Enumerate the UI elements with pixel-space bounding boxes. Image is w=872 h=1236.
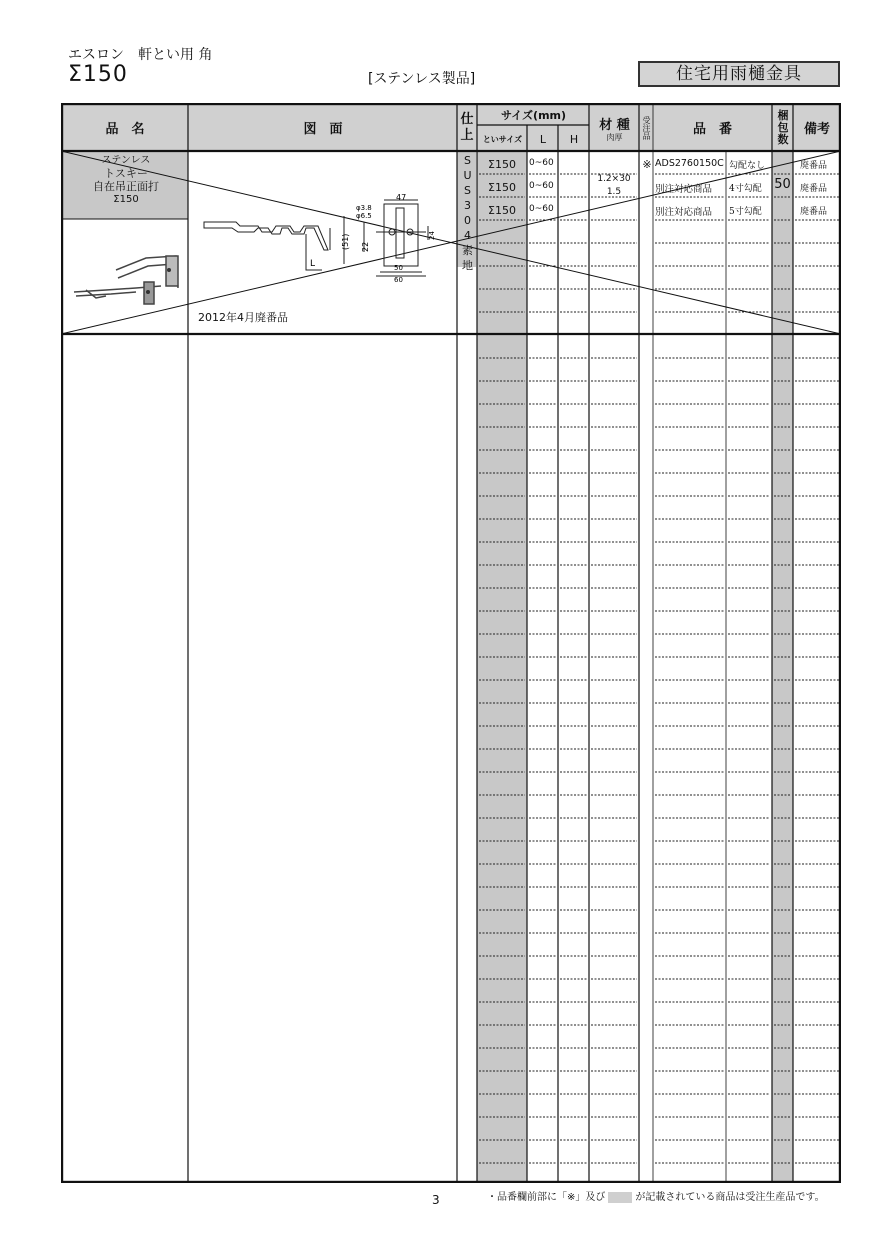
product-photo <box>66 240 186 320</box>
finish-char: U <box>463 169 472 182</box>
material-sub-header: 肉厚 <box>606 132 623 142</box>
col-header-made-to-order: 受注品 <box>642 116 651 140</box>
row-pitch: 5寸勾配 <box>729 207 762 217</box>
row-part-number: 別注対応商品 <box>655 184 713 195</box>
shaded-pack-column <box>772 151 793 1183</box>
finish-header-text: 仕上 <box>460 111 474 143</box>
material-dimension: 1.2×30 <box>597 174 631 184</box>
col-header-l: L <box>539 132 547 146</box>
dim-phi-3-8: φ3.8 <box>356 204 372 212</box>
row-gutter-size: Σ150 <box>488 204 516 217</box>
dim-l: L <box>310 259 316 269</box>
material-cell <box>590 173 638 199</box>
product-name-line2: トスキー <box>104 167 148 180</box>
col-header-h: H <box>569 132 579 146</box>
footer-note-before: ・品番欄前部に「※」及び <box>487 1192 606 1203</box>
product-name-cell <box>64 154 188 206</box>
row-part-number: ADS2760150C <box>655 158 724 169</box>
footer-note-after: が記載されている商品は受注生産品です。 <box>635 1192 825 1203</box>
col-header-part-number: 品 番 <box>692 122 732 137</box>
gray-swatch <box>608 1192 632 1203</box>
dim-50: 50 <box>394 264 403 272</box>
finish-sus304 <box>458 153 477 273</box>
row-remarks: 廃番品 <box>800 207 828 217</box>
row-pitch: 4寸勾配 <box>729 184 762 194</box>
dim-24: 24 <box>428 231 436 240</box>
row-gutter-size: Σ150 <box>488 181 516 194</box>
row-gutter-size: Σ150 <box>488 158 516 171</box>
row-remarks: 廃番品 <box>800 161 828 171</box>
row-length: 0~60 <box>529 158 554 168</box>
row-pitch: 勾配なし <box>729 161 766 171</box>
col-header-remarks: 備考 <box>803 122 830 137</box>
finish-char: 素 <box>462 244 473 257</box>
col-header-drawing: 図 面 <box>303 122 343 137</box>
dim-22: 22 <box>361 241 370 252</box>
finish-char: S <box>464 154 471 167</box>
dim-51: (51) <box>341 233 350 250</box>
section-badge: 住宅用雨樋金具 <box>638 61 840 87</box>
col-header-finish <box>458 104 476 151</box>
page-number: 3 <box>432 1193 440 1207</box>
material-thickness: 1.5 <box>606 187 622 197</box>
row-length: 0~60 <box>529 181 554 191</box>
finish-char: 3 <box>464 199 471 212</box>
col-header-gutter-size: といサイズ <box>482 134 523 144</box>
product-name-line1: ステンレス <box>101 155 151 166</box>
finish-char: 0 <box>464 214 471 227</box>
category-label: [ステンレス製品] <box>368 71 476 87</box>
finish-char: 4 <box>464 229 471 242</box>
col-header-material <box>590 104 639 151</box>
shaded-size-column <box>477 151 527 1183</box>
col-header-size: サイズ(mm) <box>500 108 567 122</box>
finish-char: 地 <box>462 259 473 272</box>
dim-60: 60 <box>394 276 403 284</box>
discontinued-note: 2012年4月廃番品 <box>198 311 288 324</box>
col-header-product-name: 品 名 <box>105 122 145 137</box>
product-name-line3: 自在吊正面打 <box>93 180 159 193</box>
series-title: エスロン 軒とい用 角 <box>68 47 213 63</box>
model-title: Σ150 <box>68 62 128 87</box>
product-name-line4: Σ150 <box>113 194 139 205</box>
dim-phi-6-5: φ6.5 <box>356 212 372 220</box>
technical-drawing <box>196 192 446 284</box>
row-part-number: 別注対応商品 <box>655 207 713 218</box>
dim-47: 47 <box>396 193 407 202</box>
packing-qty: 50 <box>774 177 791 192</box>
row-length: 0~60 <box>529 204 554 214</box>
col-header-packing-qty: 梱包数 <box>777 108 789 146</box>
row-order-mark: ※ <box>642 158 652 171</box>
footer-note <box>487 1188 825 1203</box>
material-header-text: 材 種 <box>599 117 630 133</box>
row-remarks: 廃番品 <box>800 184 828 194</box>
finish-char: S <box>464 184 471 197</box>
